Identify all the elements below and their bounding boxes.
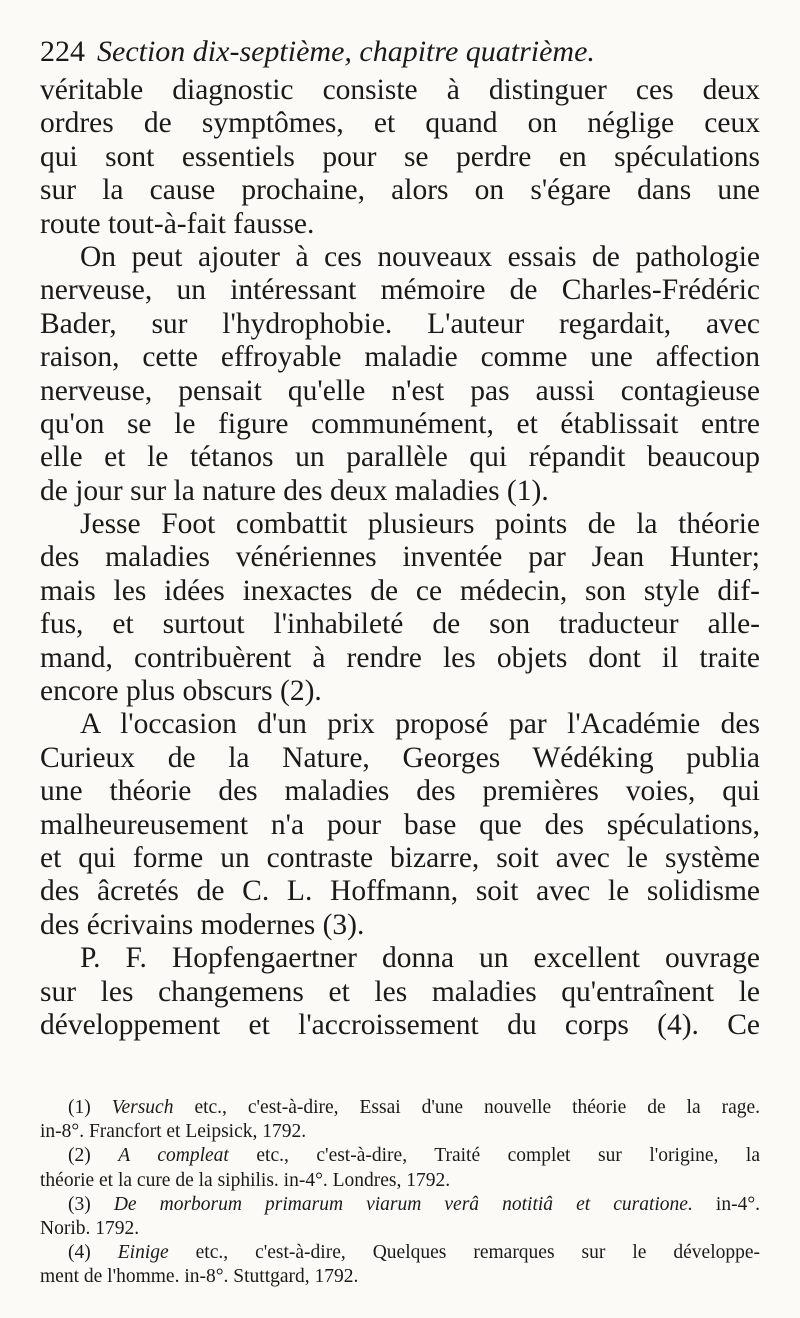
footnote-line	[40, 1193, 760, 1217]
footnotes	[40, 1096, 760, 1290]
footnote-title: A compleat	[118, 1145, 229, 1167]
text-line: raison, cette effroyable maladie comme une affection	[40, 341, 760, 374]
footnote-marker: (3)	[68, 1193, 91, 1215]
text-line: On peut ajouter à ces nouveaux essais de pathologie	[80, 240, 760, 273]
footnote-marker: (1)	[68, 1097, 91, 1118]
text-line: de jour sur la nature des deux maladies (1).	[40, 474, 549, 507]
text-line: route tout-à-fait fausse.	[40, 207, 315, 240]
text-line: elle et le tétanos un parallèle qui répandit beaucoup	[40, 441, 760, 474]
footnote-text: etc., c'est-à-dire, Essai d'une nouvelle théorie de la rage.	[194, 1097, 760, 1118]
text-line: des âcretés de C. L. Hoffmann, soit avec le solidisme	[40, 875, 760, 908]
text-line: des maladies vénériennes inventée par Jean Hunter;	[40, 541, 760, 574]
footnote-continuation: ment de l'homme. in-8°. Stuttgard, 1792.	[40, 1266, 359, 1288]
text-line: des écrivains modernes (3).	[40, 908, 365, 941]
text-line: encore plus obscurs (2).	[40, 675, 322, 708]
body-text	[40, 74, 760, 1042]
text-line: malheureusement n'a pour base que des spéculations,	[40, 808, 760, 841]
text-line: ordres de symptômes, et quand on néglige ceux	[40, 107, 760, 140]
footnote-text: in-4°.	[715, 1193, 760, 1215]
text-line: Curieux de la Nature, Georges Wédéking publia	[40, 741, 760, 774]
footnote-marker: (2)	[68, 1145, 91, 1167]
text-line: nerveuse, un intéressant mémoire de Charles-Frédéric	[40, 274, 760, 307]
footnote-text: etc., c'est-à-dire, Traité complet sur l'origine, la	[256, 1145, 760, 1167]
text-line: qui sont essentiels pour se perdre en spéculations	[40, 140, 760, 173]
footnote-text: etc., c'est-à-dire, Quelques remarques sur le développe-	[195, 1242, 760, 1264]
text-line: véritable diagnostic consiste à distinguer ces deux	[40, 74, 760, 106]
page	[40, 30, 760, 1042]
page-number: 224	[40, 35, 85, 68]
text-line: mand, contribuèrent à rendre les objets dont il traite	[40, 641, 760, 674]
text-line: et qui forme un contraste bizarre, soit avec le système	[40, 841, 760, 874]
footnote-line	[40, 1241, 760, 1265]
running-header	[40, 30, 760, 74]
footnote	[40, 1241, 760, 1289]
text-line: nerveuse, pensait qu'elle n'est pas aussi contagieuse	[40, 374, 760, 407]
footnote-continuation: in-8°. Francfort et Leipsick, 1792.	[40, 1121, 307, 1143]
footnote-title: De morborum primarum viarum verâ notitiâ et curatione.	[113, 1193, 693, 1215]
text-line: Bader, sur l'hydrophobie. L'auteur regardait, avec	[40, 307, 760, 340]
text-line: fus, et surtout l'inhabileté de son traducteur alle-	[40, 608, 760, 641]
footnote-continuation: Norib. 1792.	[40, 1217, 140, 1239]
footnote-continuation: théorie et la cure de la siphilis. in-4°. Londres, 1792.	[40, 1169, 451, 1191]
text-line: mais les idées inexactes de ce médecin, son style dif-	[40, 574, 760, 607]
footnote-title: Einige	[117, 1242, 169, 1264]
footnote	[40, 1144, 760, 1192]
text-line: Jesse Foot combattit plusieurs points de la théorie	[80, 508, 760, 541]
text-line: une théorie des maladies des premières voies, qui	[40, 775, 760, 808]
footnote-line	[40, 1096, 760, 1120]
footnote	[40, 1096, 760, 1144]
text-line: qu'on se le figure communément, et établissait entre	[40, 407, 760, 440]
footnote	[40, 1193, 760, 1241]
running-title: Section dix-septième, chapitre quatrième.	[97, 35, 595, 68]
text-line: sur les changemens et les maladies qu'entraînent le	[40, 975, 760, 1008]
text-line: P. F. Hopfengaertner donna un excellent ouvrage	[80, 942, 760, 975]
text-line: A l'occasion d'un prix proposé par l'Académie des	[80, 708, 760, 741]
footnote-line	[40, 1144, 760, 1168]
footnote-marker: (4)	[68, 1242, 91, 1264]
text-line: sur la cause prochaine, alors on s'égare dans une	[40, 174, 760, 207]
text-line: développement et l'accroissement du corps (4). Ce	[40, 1008, 760, 1041]
footnote-title: Versuch	[111, 1097, 174, 1118]
